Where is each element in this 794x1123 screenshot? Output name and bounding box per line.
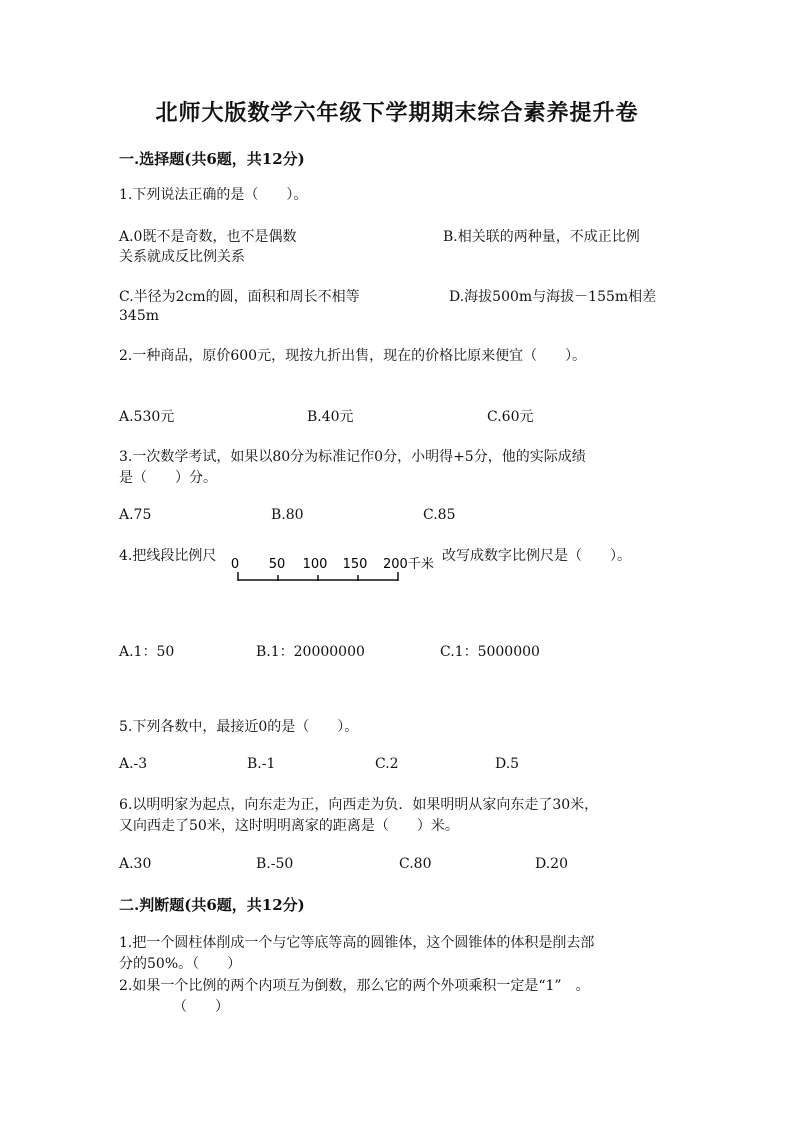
question-1-option-c: C.半径为2cm的圆，面积和周长不相等 (119, 289, 360, 305)
question-3-option-c: C.85 (423, 507, 456, 523)
question-5-option-d: D.5 (495, 756, 520, 772)
question-4-option-b: B.1：20000000 (256, 644, 365, 660)
question-2-option-b: B.40元 (307, 409, 354, 425)
question-3-option-b: B.80 (271, 507, 304, 523)
section-heading-true-false: 二.判断题(共6题，共12分) (119, 896, 305, 914)
scale-label-150: 150 (342, 557, 368, 572)
question-6-stem-line2: 又向西走了50米，这时明明离家的距离是（ ）米。 (119, 818, 459, 834)
question-1-stem: 1.下列说法正确的是（ ）。 (119, 187, 308, 203)
question-3-stem-line1: 3.一次数学考试，如果以80分为标准记作0分，小明得+5分，他的实际成绩 (119, 449, 586, 465)
page-title: 北师大版数学六年级下学期期末综合素养提升卷 (155, 100, 639, 126)
question-4-option-c: C.1：5000000 (440, 644, 540, 660)
question-4-option-a: A.1：50 (119, 644, 175, 660)
question-1-option-d-cont: 345m (119, 308, 159, 324)
question-2-option-c: C.60元 (487, 409, 534, 425)
question-2-stem: 2.一种商品，原价600元，现按九折出售，现在的价格比原来便宜（ ）。 (119, 348, 587, 364)
scale-label-100: 100 (302, 557, 328, 572)
question-1-option-a: A.0既不是奇数，也不是偶数 (119, 229, 297, 245)
scale-label-50: 50 (268, 557, 286, 572)
question-6-stem-line1: 6.以明明家为起点，向东走为正，向西走为负．如果明明从家向东走了30米， (119, 797, 599, 813)
question-1-option-b-cont: 关系就成反比例关系 (119, 249, 245, 265)
question-6-option-c: C.80 (399, 856, 432, 872)
question-5-option-c: C.2 (375, 756, 399, 772)
question-5-option-a: A.-3 (119, 756, 148, 772)
scale-label-200-km: 200千米 (383, 557, 434, 572)
question-5-stem: 5.下列各数中，最接近0的是（ ）。 (119, 719, 359, 735)
question-4-stem-right: 改写成数字比例尺是（ ）。 (442, 548, 631, 564)
question-5-option-b: B.-1 (247, 756, 276, 772)
judgment-1-line1: 1.把一个圆柱体削成一个与它等底等高的圆锥体，这个圆锥体的体积是削去部 (119, 935, 595, 951)
question-1-option-b: B.相关联的两种量，不成正比例 (443, 229, 640, 245)
judgment-2-line2: （ ） (173, 999, 229, 1015)
question-3-option-a: A.75 (119, 507, 152, 523)
question-6-option-b: B.-50 (256, 856, 294, 872)
question-4-stem-left: 4.把线段比例尺 (119, 548, 217, 564)
line-scale-bar (232, 554, 442, 590)
section-heading-choice: 一.选择题(共6题，共12分) (119, 150, 305, 168)
question-1-option-d: D.海拔500m与海拔－155m相差 (449, 289, 657, 305)
question-6-option-d: D.20 (535, 856, 568, 872)
question-6-option-a: A.30 (119, 856, 152, 872)
question-2-option-a: A.530元 (119, 409, 175, 425)
scale-label-0: 0 (230, 557, 240, 572)
judgment-2-line1: 2.如果一个比例的两个内项互为倒数，那么它的两个外项乘积一定是“1” 。 (119, 978, 590, 994)
question-3-stem-line2: 是（ ）分。 (119, 470, 217, 486)
judgment-1-line2: 分的50%。（ ） (119, 956, 242, 972)
